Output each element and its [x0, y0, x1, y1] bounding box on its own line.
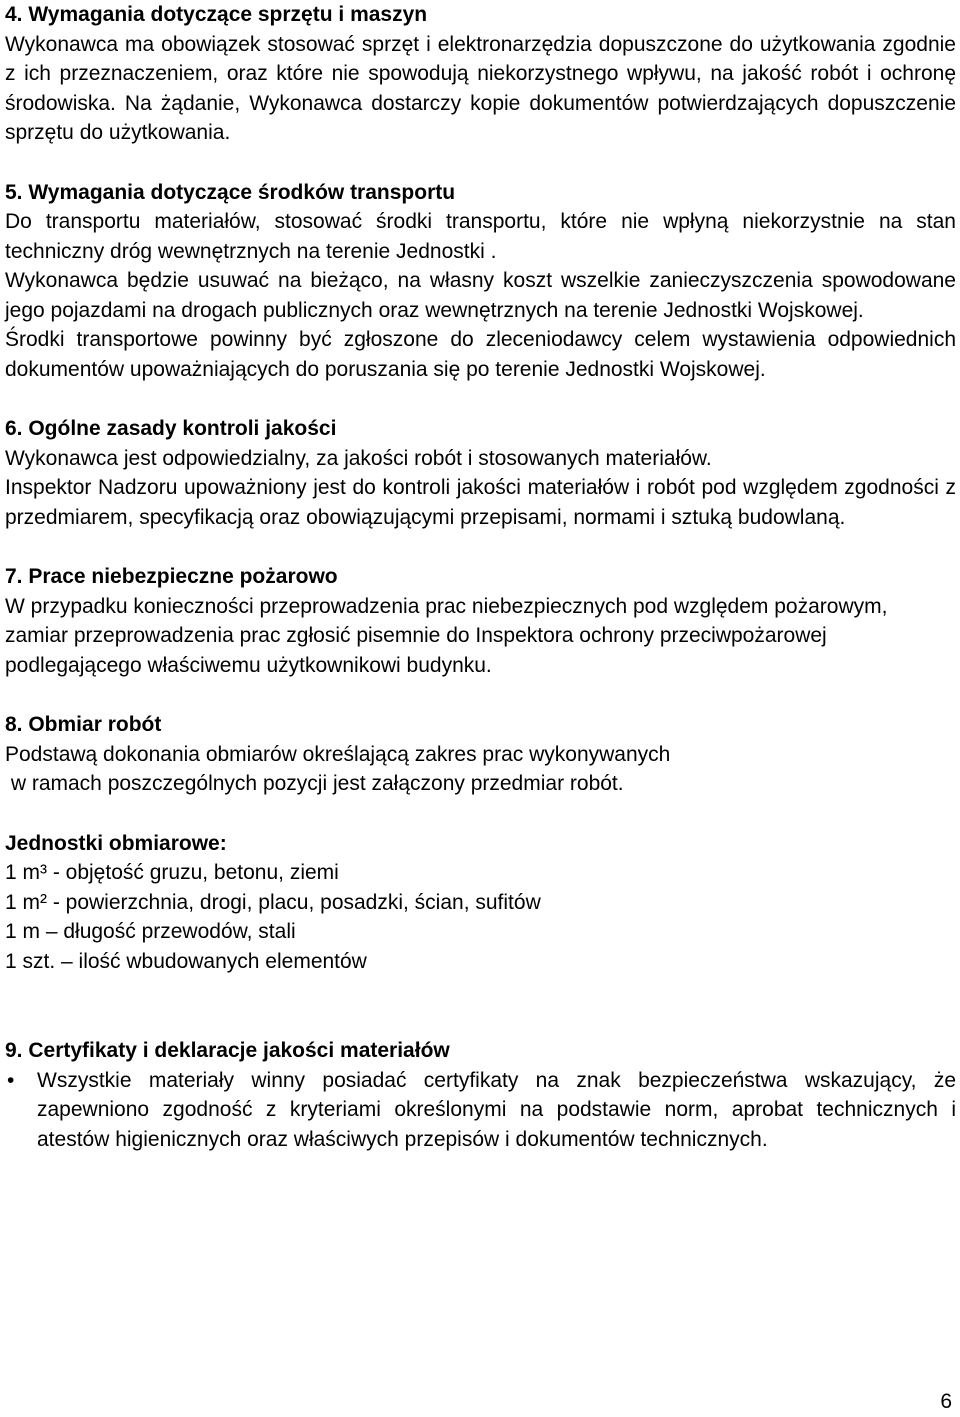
bullet-text: Wszystkie materiały winny posiadać certyfikaty na znak bezpieczeństwa wskazujący, że zapewniono zgodność z kryteriami określonymi na podstawie norm, aprobat technicznych i atestów higienicznych oraz właściwych przepisów i dokumentów technicznych. [37, 1068, 956, 1151]
units-heading: Jednostki obmiarowe: [5, 831, 227, 855]
bullet-list-item [5, 1066, 956, 1155]
section-6-heading: 6. Ogólne zasady kontroli jakości [5, 417, 337, 440]
spacer [5, 532, 956, 562]
unit-item: 1 szt. – ilość wbudowanych elementów [5, 949, 367, 973]
spacer [5, 799, 956, 829]
section-5-body-1: Do transportu materiałów, stosować środki transportu, które nie wpłyną niekorzystnie na stan techniczny dróg wewnętrznych na terenie Jednostki . [5, 210, 956, 263]
section-9-heading: 9. Certyfikaty i deklaracje jakości materiałów [5, 1039, 450, 1062]
spacer [5, 148, 956, 178]
section-5-body-2: Wykonawca będzie usuwać na bieżąco, na własny koszt wszelkie zanieczyszczenia spowodowane jego pojazdami na drogach publicznych oraz wewnętrznych na terenie Jednostki Wojskowej. [5, 269, 956, 322]
section-8-body-2: w ramach poszczególnych pozycji jest załączony przedmiar robót. [5, 772, 624, 795]
unit-item: 1 m² - powierzchnia, drogi, placu, posadzki, ścian, sufitów [5, 890, 541, 914]
spacer [5, 680, 956, 710]
section-4-heading: 4. Wymagania dotyczące sprzętu i maszyn [5, 3, 428, 26]
unit-item: 1 m – długość przewodów, stali [5, 920, 296, 943]
unit-item: 1 m³ - objętość gruzu, betonu, ziemi [5, 861, 339, 884]
section-8-heading: 8. Obmiar robót [5, 713, 162, 736]
spacer [5, 384, 956, 414]
section-4-body: Wykonawca ma obowiązek stosować sprzęt i elektronarzędzia dopuszczone do użytkowania zgodnie z ich przeznaczeniem, oraz które nie spowodują niekorzystnego wpływu, na jakość robót i ochronę środowiska. Na żądanie, Wykonawca dostarczy kopie dokumentów potwierdzających dopuszczenie sprzętu do użytkowania. [5, 32, 956, 144]
section-7-body: W przypadku konieczności przeprowadzenia prac niebezpiecznych pod względem pożarowym, zamiar przeprowadzenia prac zgłosić pisemnie do Inspektora ochrony przeciwpożarowej podlegającego właściwemu użytkownikowi budynku. [5, 594, 888, 677]
section-6-body-2: Inspektor Nadzoru upoważniony jest do kontroli jakości materiałów i robót pod względem zgodności z przedmiarem, specyfikacją oraz obowiązującymi przepisami, normami i sztuką budowlaną. [5, 476, 956, 529]
page-number: 6 [940, 1390, 952, 1413]
section-6-body-1: Wykonawca jest odpowiedzialny, za jakości robót i stosowanych materiałów. [5, 446, 712, 470]
bullet-icon: • [7, 1068, 15, 1092]
section-8-body-1: Podstawą dokonania obmiarów określającą zakres prac wykonywanych [5, 742, 671, 766]
section-5-heading: 5. Wymagania dotyczące środków transportu [5, 180, 456, 204]
section-7-heading: 7. Prace niebezpieczne pożarowo [5, 565, 338, 588]
spacer [5, 976, 956, 1036]
section-5-body-3: Środki transportowe powinny być zgłoszone do zleceniodawcy celem wystawienia odpowiednich dokumentów upoważniających do poruszania się po terenie Jednostki Wojskowej. [5, 328, 956, 381]
